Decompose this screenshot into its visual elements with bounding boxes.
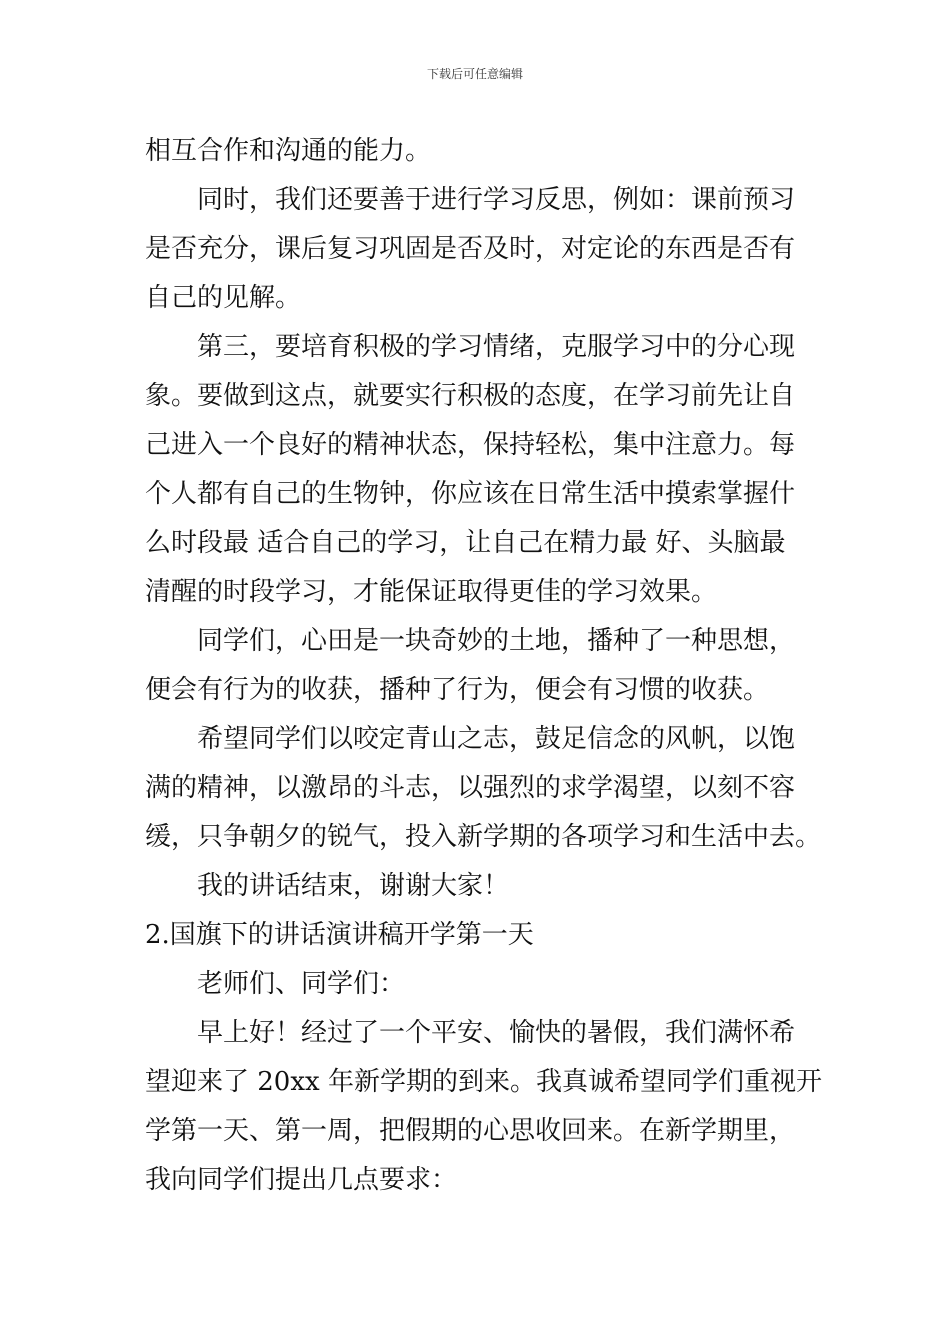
text-line: 己进入一个良好的精神状态，保持轻松，集中注意力。每: [145, 430, 796, 460]
text-line: 缓，只争朝夕的锐气，投入新学期的各项学习和生活中去。: [145, 822, 822, 852]
text-line: 便会有行为的收获，播种了行为，便会有习惯的收获。: [145, 675, 770, 705]
text-line: 我向同学们提出几点要求：: [145, 1165, 458, 1195]
page-header-note: 下载后可任意编辑: [426, 67, 523, 81]
paragraph-first-line: 第三，要培育积极的学习情绪，克服学习中的分心现: [197, 332, 796, 362]
text-line: 满的精神，以激昂的斗志，以强烈的求学渴望，以刻不容: [145, 773, 796, 803]
text-line: 个人都有自己的生物钟，你应该在日常生活中摸索掌握什: [145, 479, 796, 509]
text-line: 自己的见解。: [145, 283, 302, 313]
paragraph-first-line: 希望同学们以咬定青山之志，鼓足信念的风帆，以饱: [197, 724, 796, 754]
section-heading: 2.国旗下的讲话演讲稿开学第一天: [145, 920, 534, 950]
text-line: 是否充分，课后复习巩固是否及时，对定论的东西是否有: [145, 234, 796, 264]
salutation: 老师们、同学们：: [197, 969, 406, 999]
paragraph-first-line: 同学们，心田是一块奇妙的土地，播种了一种思想，: [197, 626, 796, 656]
closing-line: 我的讲话结束，谢谢大家！: [197, 871, 510, 901]
paragraph-first-line: 同时，我们还要善于进行学习反思，例如：课前预习: [197, 185, 796, 215]
text-line: 望迎来了 20xx 年新学期的到来。我真诚希望同学们重视开: [145, 1067, 822, 1097]
text-line: 象。要做到这点，就要实行积极的态度，在学习前先让自: [145, 381, 796, 411]
document-body: [145, 127, 822, 1205]
text-line: 相互合作和沟通的能力。: [145, 136, 432, 166]
paragraph-first-line: 早上好！经过了一个平安、愉快的暑假，我们满怀希: [197, 1018, 796, 1048]
text-line: 么时段最 适合自己的学习，让自己在精力最 好、头脑最: [145, 528, 786, 558]
text-line: 清醒的时段学习，才能保证取得更佳的学习效果。: [145, 577, 718, 607]
text-line: 学第一天、第一周，把假期的心思收回来。在新学期里，: [145, 1116, 796, 1146]
